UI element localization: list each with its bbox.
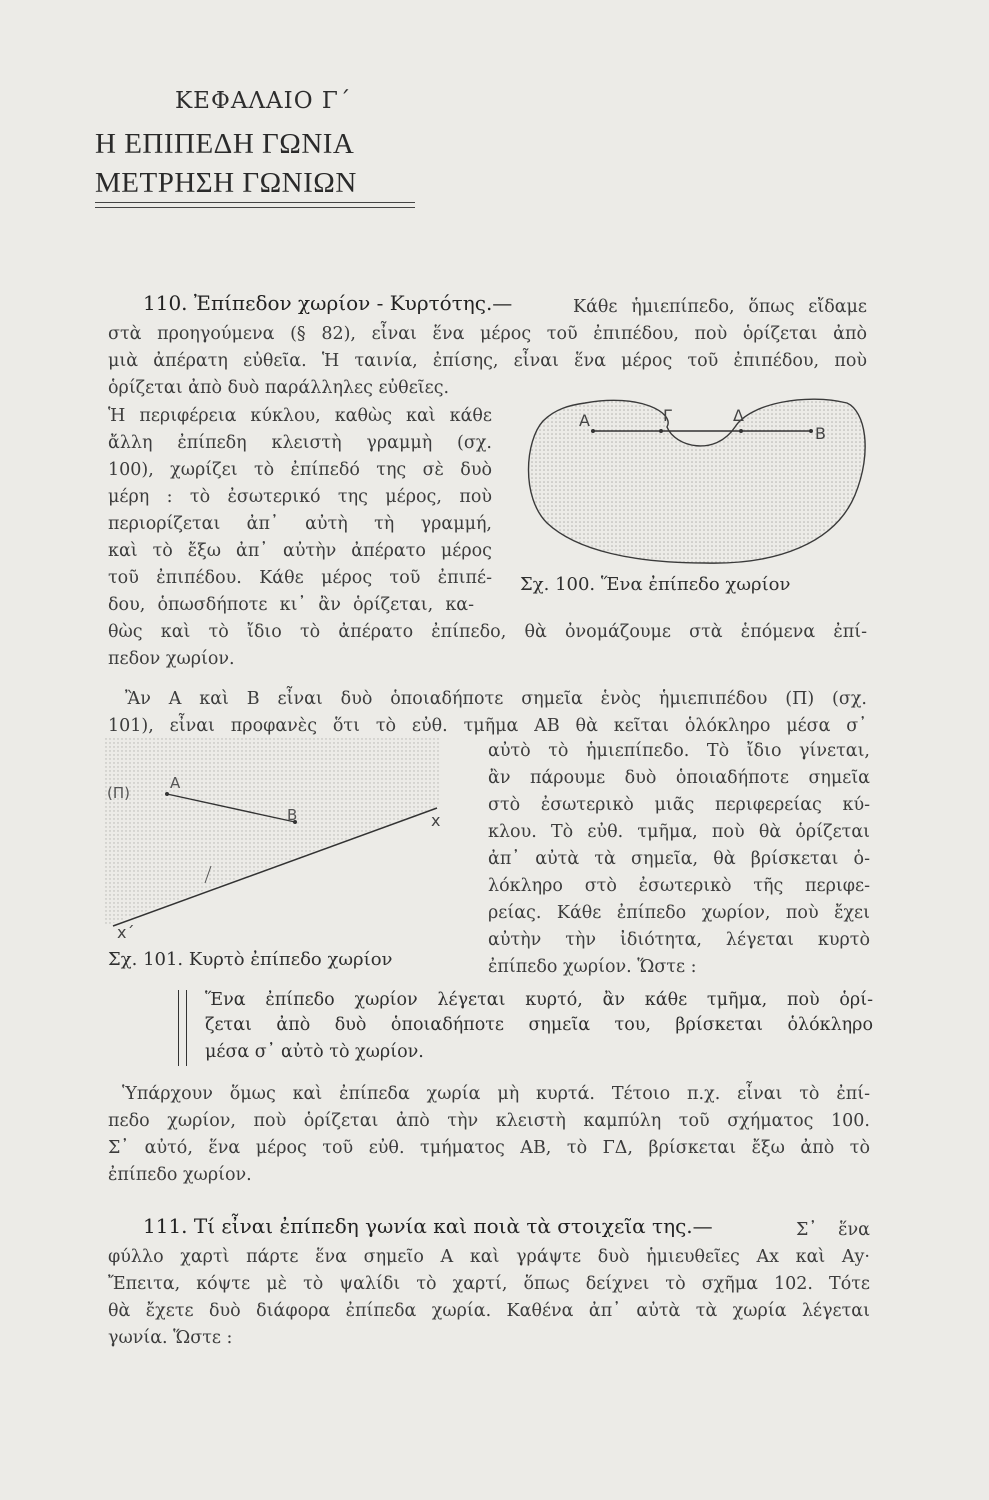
text-line: Σ᾽ αὐτό, ἕνα μέρος τοῦ εὐθ. τμήματος ΑΒ, τὸ ΓΔ, βρίσκεται ἔξω ἀπὸ τὸ [108, 1138, 870, 1158]
text-line: θὰ ἔχετε δυὸ διάφορα ἐπίπεδα χωρία. Καθένα ἀπ᾽ αὐτὰ τὰ χωρία λέγεται [108, 1301, 870, 1321]
section-110-heading: 110. Ἐπίπεδον χωρίον - Κυρτότης.— [143, 291, 513, 315]
text-line: γωνία. Ὥστε : [108, 1328, 233, 1348]
text-line: κλου. Τὸ εὐθ. τμῆμα, ποὺ θὰ ὁρίζεται [488, 822, 870, 842]
text-line: ρείας. Κάθε ἐπίπεδο χωρίον, ποὺ ἔχει [488, 903, 870, 923]
text-line: μέρη : τὸ ἐσωτερικό της μέρος, ποὺ [108, 487, 492, 507]
text-line: Σ᾽ ἕνα [796, 1220, 870, 1240]
text-line: Ἂν Α καὶ Β εἶναι δυὸ ὁποιαδήποτε σημεῖα ἑνὸς ἡμιεπιπέδου (Π) (σχ. [125, 689, 867, 709]
label-x-prime: x΄ [117, 923, 135, 938]
text-line: πεδον χωρίον. [108, 649, 235, 669]
text-line: πεδο χωρίον, ποὺ ὁρίζεται ἀπὸ τὴν κλειστὴ καμπύλη τοῦ σχήματος 100. [108, 1111, 870, 1131]
text-line: φύλλο χαρτὶ πάρτε ἕνα σημεῖο Α καὶ γράψτε δυὸ ἡμιευθεῖες Αx καὶ Αy· [108, 1247, 870, 1267]
definition-line: ζεται ἀπὸ δυὸ ὁποιαδήποτε σημεῖα του, βρίσκεται ὁλόκληρο [205, 1015, 873, 1035]
label-g: Γ [663, 406, 672, 425]
figure-101-caption: Σχ. 101. Κυρτὸ ἐπίπεδο χωρίον [108, 949, 393, 970]
text-line: Ἔπειτα, κόψτε μὲ τὸ ψαλίδι τὸ χαρτί, ὅπως δείχνει τὸ σχῆμα 102. Τότε [108, 1274, 870, 1294]
text-line: δου, ὁπωσδήποτε κι᾽ ἂν ὁρίζεται, κα- [108, 595, 474, 615]
section-111-heading: 111. Τί εἶναι ἐπίπεδη γωνία καὶ ποιὰ τὰ στοιχεῖα της.— [143, 1214, 713, 1238]
text-line: αὐτὴν τὴν ἰδιότητα, λέγεται κυρτὸ [488, 930, 870, 950]
text-line: Ὑπάρχουν ὅμως καὶ ἐπίπεδα χωρία μὴ κυρτά. Τέτοιο π.χ. εἶναι τὸ ἐπί- [122, 1084, 870, 1104]
definition-bar-outer [178, 990, 179, 1066]
text-line: τοῦ ἐπιπέδου. Κάθε μέρος τοῦ ἐπιπέ- [108, 568, 492, 588]
definition-bar-inner [186, 990, 187, 1066]
text-line: περιορίζεται ἀπ᾽ αὐτὴ τὴ γραμμή, [108, 514, 492, 534]
label-a: Α [579, 411, 590, 430]
text-line: αὐτὸ τὸ ἡμιεπίπεδο. Τὸ ἴδιο γίνεται, [488, 741, 870, 761]
text-line: στὸ ἐσωτερικὸ μιᾶς περιφερείας κύ- [488, 795, 870, 815]
half-plane-region [105, 738, 440, 926]
figure-101 [105, 738, 445, 938]
text-line: ἂν πάρουμε δυὸ ὁποιαδήποτε σημεῖα [488, 768, 870, 788]
text-line: ἐπίπεδο χωρίον. Ὥστε : [488, 957, 697, 977]
text-line: ἀπ᾽ αὐτὰ τὰ σημεῖα, θὰ βρίσκεται ὁ- [488, 849, 870, 869]
text-line: λόκληρο στὸ ἐσωτερικὸ τῆς περιφε- [488, 876, 870, 896]
text-line: 101), εἶναι προφανὲς ὅτι τὸ εὐθ. τμῆμα ΑΒ θὰ κεῖται ὁλόκληρο μέσα σ᾽ [108, 716, 867, 736]
label-b: Β [815, 424, 826, 443]
definition-line: Ἕνα ἐπίπεδο χωρίον λέγεται κυρτό, ἂν κάθε τμῆμα, ποὺ ὁρί- [205, 990, 873, 1010]
text-line: ἄλλη ἐπίπεδη κλειστὴ γραμμὴ (σχ. [108, 433, 492, 453]
label-b: Β [287, 806, 298, 824]
label-x: x [431, 811, 441, 830]
chapter-label: ΚΕΦΑΛΑΙΟ Γ΄ [175, 88, 352, 114]
definition-line: μέσα σ᾽ αὐτὸ τὸ χωρίον. [205, 1042, 424, 1062]
figure-100 [515, 385, 875, 590]
label-a: Α [170, 774, 181, 792]
title-rule-1 [95, 202, 415, 203]
text-line: στὰ προηγούμενα (§ 82), εἶναι ἕνα μέρος τοῦ ἐπιπέδου, ποὺ ὁρίζεται ἀπὸ [108, 324, 867, 344]
title-rule-2 [95, 207, 415, 208]
chapter-title-line-1: Η ΕΠΙΠΕΔΗ ΓΩΝΙΑ [95, 128, 355, 160]
text-line: μιὰ ἀπέρατη εὐθεῖα. Ἡ ταινία, ἐπίσης, εἶναι ἕνα μέρος τοῦ ἐπιπέδου, ποὺ [108, 351, 867, 371]
label-p: (Π) [107, 784, 130, 802]
text-line: 100), χωρίζει τὸ ἐπίπεδό της σὲ δυὸ [108, 460, 492, 480]
text-line: καὶ τὸ ἔξω ἀπ᾽ αὐτὴν ἀπέρατο μέρος [108, 541, 492, 561]
text-line: Ἡ περιφέρεια κύκλου, καθὼς καὶ κάθε [108, 406, 492, 426]
label-d: Δ [733, 406, 744, 425]
text-line: Κάθε ἡμιεπίπεδο, ὅπως εἴδαμε [573, 297, 867, 317]
figure-100-caption: Σχ. 100. Ἕνα ἐπίπεδο χωρίον [520, 574, 791, 595]
chapter-title-line-2: ΜΕΤΡΗΣΗ ΓΩΝΙΩΝ [95, 167, 357, 199]
text-line: θὼς καὶ τὸ ἴδιο τὸ ἀπέρατο ἐπίπεδο, θὰ ὀνομάζουμε στὰ ἑπόμενα ἐπί- [108, 622, 867, 642]
text-line: ὁρίζεται ἀπὸ δυὸ παράλληλες εὐθεῖες. [108, 378, 450, 398]
text-line: ἐπίπεδο χωρίον. [108, 1165, 252, 1185]
